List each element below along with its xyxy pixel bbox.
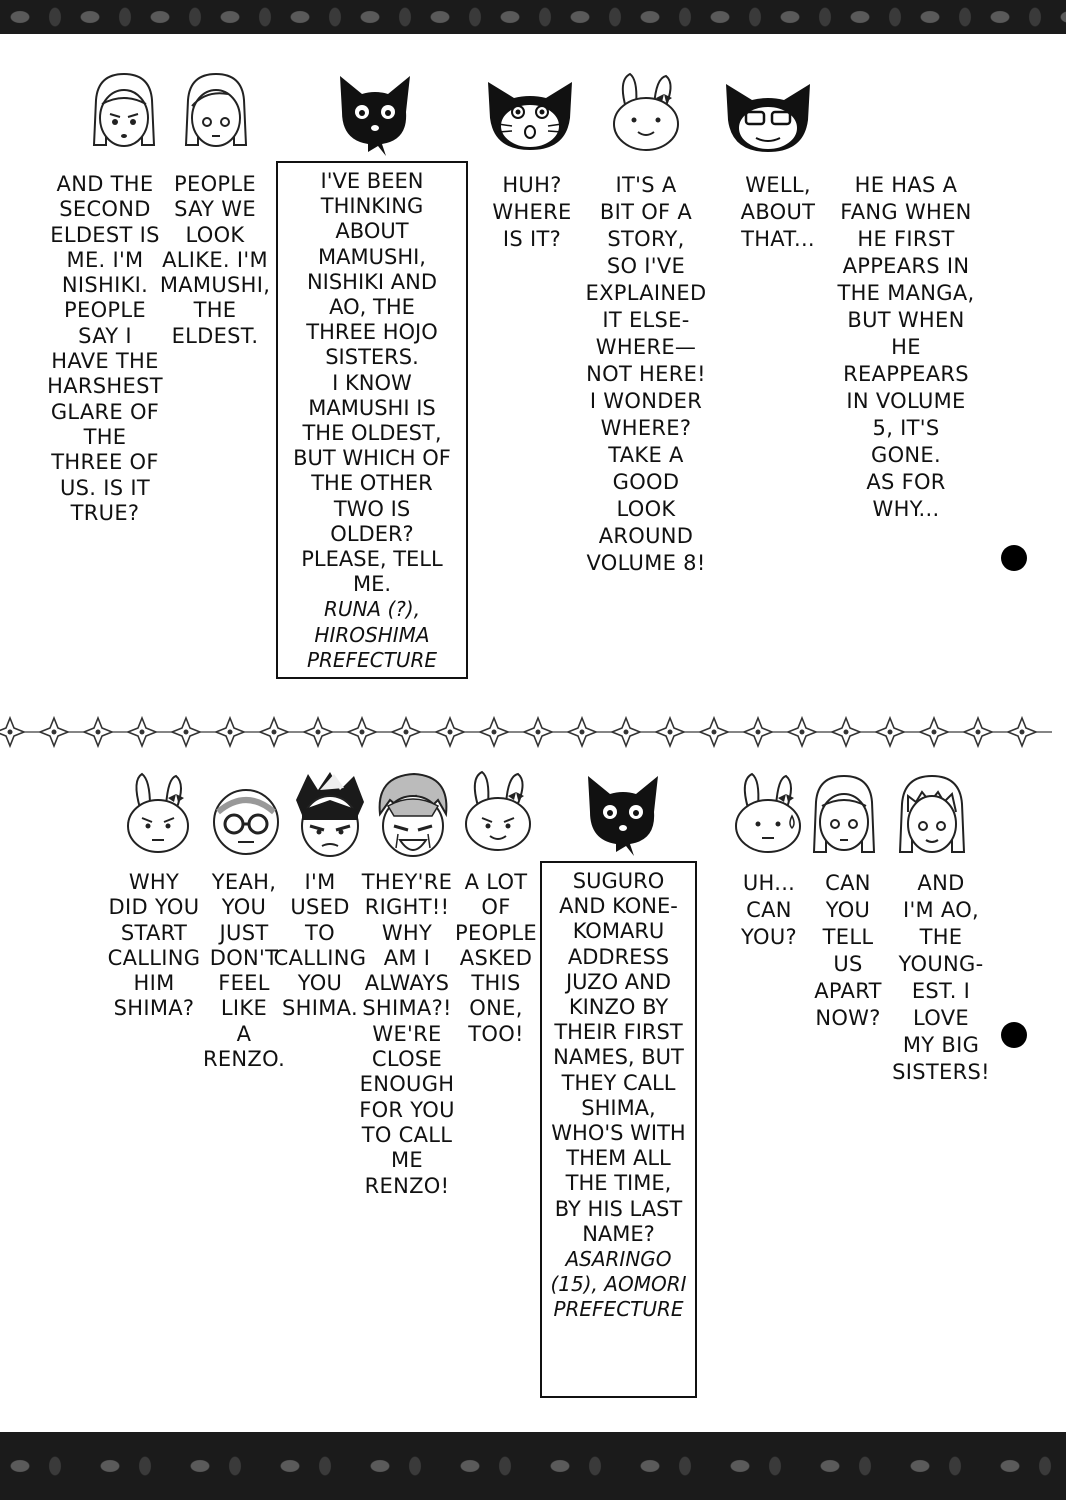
kuro-black-cat-face-icon (334, 72, 416, 158)
nishiki-face-icon (84, 70, 164, 155)
kuro-surprised-cat-face-icon (484, 78, 576, 154)
mamushi-speech-text: PEOPLE SAY WE LOOK ALIKE. I'M MAMUSHI, THE ELDEST. (159, 172, 271, 348)
kuro-black-cat-face-icon-2 (582, 772, 664, 858)
reader-question-text-2: SUGURO AND KONE- KOMARU ADDRESS JUZO AND KINZO BY THEIR FIRST NAMES, BUT THEY CALL SHIMA, WHO'S WITH THEM ALL THE TIME, BY HIS LAST NAME? (551, 869, 686, 1246)
nishiki-face-icon-2 (804, 772, 884, 862)
rabbit-sweat-face-icon (730, 772, 806, 856)
cat-glasses-speech-text: WELL, ABOUT THAT... (740, 173, 816, 251)
top-decorative-border (0, 0, 1066, 34)
reader-signature-text-2: ASARINGO (15), AOMORI PREFECTURE (550, 1247, 687, 1322)
konekomaru-speech-text: YEAH, YOU JUST DON'T FEEL LIKE A RENZO. (202, 870, 286, 1072)
answer-speech-text: HE HAS A FANG WHEN HE FIRST APPEARS IN THE MANGA, BUT WHEN HE REAPPEARS IN VOLUME 5, IT'S GONE. AS FOR WHY... (837, 173, 975, 521)
rabbit-angry-face-icon (122, 772, 194, 856)
bon-face-icon (290, 770, 370, 860)
bullet-dot-icon (1001, 545, 1027, 571)
nishiki-speech-text-2: CAN YOU TELL US APART NOW? (814, 871, 882, 1030)
rabbit-smile-face-icon (458, 770, 538, 854)
rabbit-speech-text: IT'S A BIT OF A STORY, SO I'VE EXPLAINED IT ELSE- WHERE— NOT HERE! I WONDER WHERE? TAKE A GOOD LOOK AROUND VOLUME 8! (585, 173, 707, 575)
rabbit-sweat-speech-text: UH... CAN YOU? (741, 871, 797, 949)
mamushi-face-icon (176, 70, 256, 155)
ao-face-icon (892, 772, 972, 862)
kuro-speech-text: HUH? WHERE IS IT? (492, 173, 572, 251)
reader-question-box-1 (276, 161, 468, 679)
shima-crying-face-icon (372, 770, 454, 860)
ornamental-divider (0, 712, 1066, 752)
bon-speech-text: I'M USED TO CALLING YOU SHIMA. (273, 870, 367, 1021)
rabbit-question-speech-text: WHY DID YOU START CALLING HIM SHIMA? (107, 870, 201, 1021)
bullet-dot-icon-2 (1001, 1022, 1027, 1048)
reader-question-text: I'VE BEEN THINKING ABOUT MAMUSHI, NISHIKI AND AO, THE THREE HOJO SISTERS. I KNOW MAMUSHI IS THE OLDEST, BUT WHICH OF THE OTHER TWO IS OLDER? PLEASE, TELL ME. (293, 169, 451, 597)
kuro-glasses-cat-face-icon (722, 80, 814, 156)
shima-speech-text: THEY'RE RIGHT!! WHY AM I ALWAYS SHIMA?! WE'RE CLOSE ENOUGH FOR YOU TO CALL ME RENZO! (359, 870, 455, 1198)
ao-speech-text: AND I'M AO, THE YOUNG- EST. I LOVE MY BIG SISTERS! (892, 871, 990, 1084)
reader-question-box-2 (540, 861, 697, 1398)
rabbit-face-icon (606, 72, 686, 154)
bottom-decorative-border (0, 1432, 1066, 1500)
konekomaru-face-icon (208, 782, 284, 858)
nishiki-speech-text: AND THE SECOND ELDEST IS ME. I'M NISHIKI. PEOPLE SAY I HAVE THE HARSHEST GLARE OF THE THREE OF US. IS IT TRUE? (47, 172, 163, 525)
reader-signature-text: RUNA (?), HIROSHIMA PREFECTURE (306, 597, 438, 672)
rabbit-speech-text-2: A LOT OF PEOPLE ASKED THIS ONE, TOO! (455, 870, 537, 1046)
